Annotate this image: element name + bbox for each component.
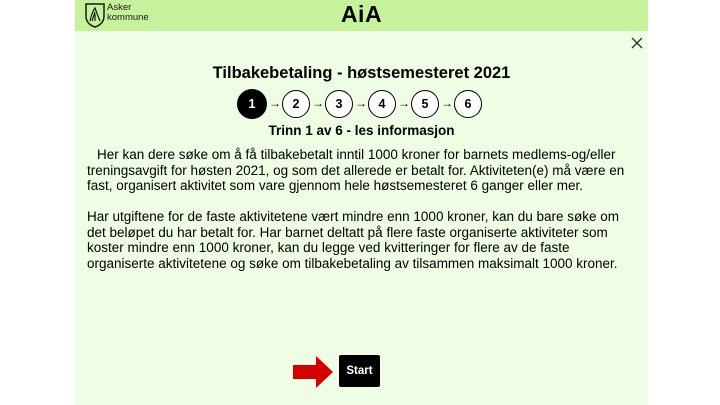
start-button[interactable]: Start bbox=[339, 355, 380, 387]
brand-line-1: Asker bbox=[107, 2, 132, 13]
info-text bbox=[87, 147, 635, 287]
step-1: 1 bbox=[237, 89, 267, 119]
step-arrow: → bbox=[441, 96, 453, 110]
close-icon[interactable] bbox=[630, 36, 644, 50]
right-arrow-icon bbox=[292, 354, 334, 390]
step-arrow: → bbox=[398, 96, 410, 110]
step-arrow: → bbox=[269, 96, 281, 110]
step-arrow: → bbox=[312, 96, 324, 110]
app-header bbox=[75, 0, 648, 31]
step-label: Trinn 1 av 6 - les informasjon bbox=[268, 123, 455, 138]
brand-line-2: kommune bbox=[107, 12, 149, 23]
app-window bbox=[75, 0, 648, 405]
step-6: 6 bbox=[454, 90, 482, 118]
step-5: 5 bbox=[411, 90, 439, 118]
step-3: 3 bbox=[325, 90, 353, 118]
step-indicator bbox=[237, 90, 497, 120]
step-arrow: → bbox=[355, 96, 367, 110]
app-title: AiA bbox=[340, 1, 383, 27]
step-4: 4 bbox=[368, 90, 396, 118]
step-2: 2 bbox=[282, 90, 310, 118]
page-title: Tilbakebetaling - høstsemesteret 2021 bbox=[212, 64, 511, 82]
info-paragraph-2: Har utgiftene for de faste aktivitetene vært mindre enn 1000 kroner, kan du bare søke om det beløpet du har betalt for. Har barnet deltatt på flere faste organiserte aktiviteter som koster mindre enn 1000 kroner, kan du legge ved kvitteringer for flere av de faste organiserte aktivitetene og søke om tilbakebetaling av tilsammen maksimalt 1000 kroner. bbox=[87, 209, 620, 271]
info-paragraph-1: Her kan dere søke om å få tilbakebetalt inntil 1000 kroner for barnets medlems-og/eller treningsavgift for høsten 2021, og som det allerede er betalt for. Aktiviteten(e) må være en fast, organisert aktivitet som vare gjennom hele høstsemesteret 6 ganger eller mer. bbox=[87, 147, 625, 193]
